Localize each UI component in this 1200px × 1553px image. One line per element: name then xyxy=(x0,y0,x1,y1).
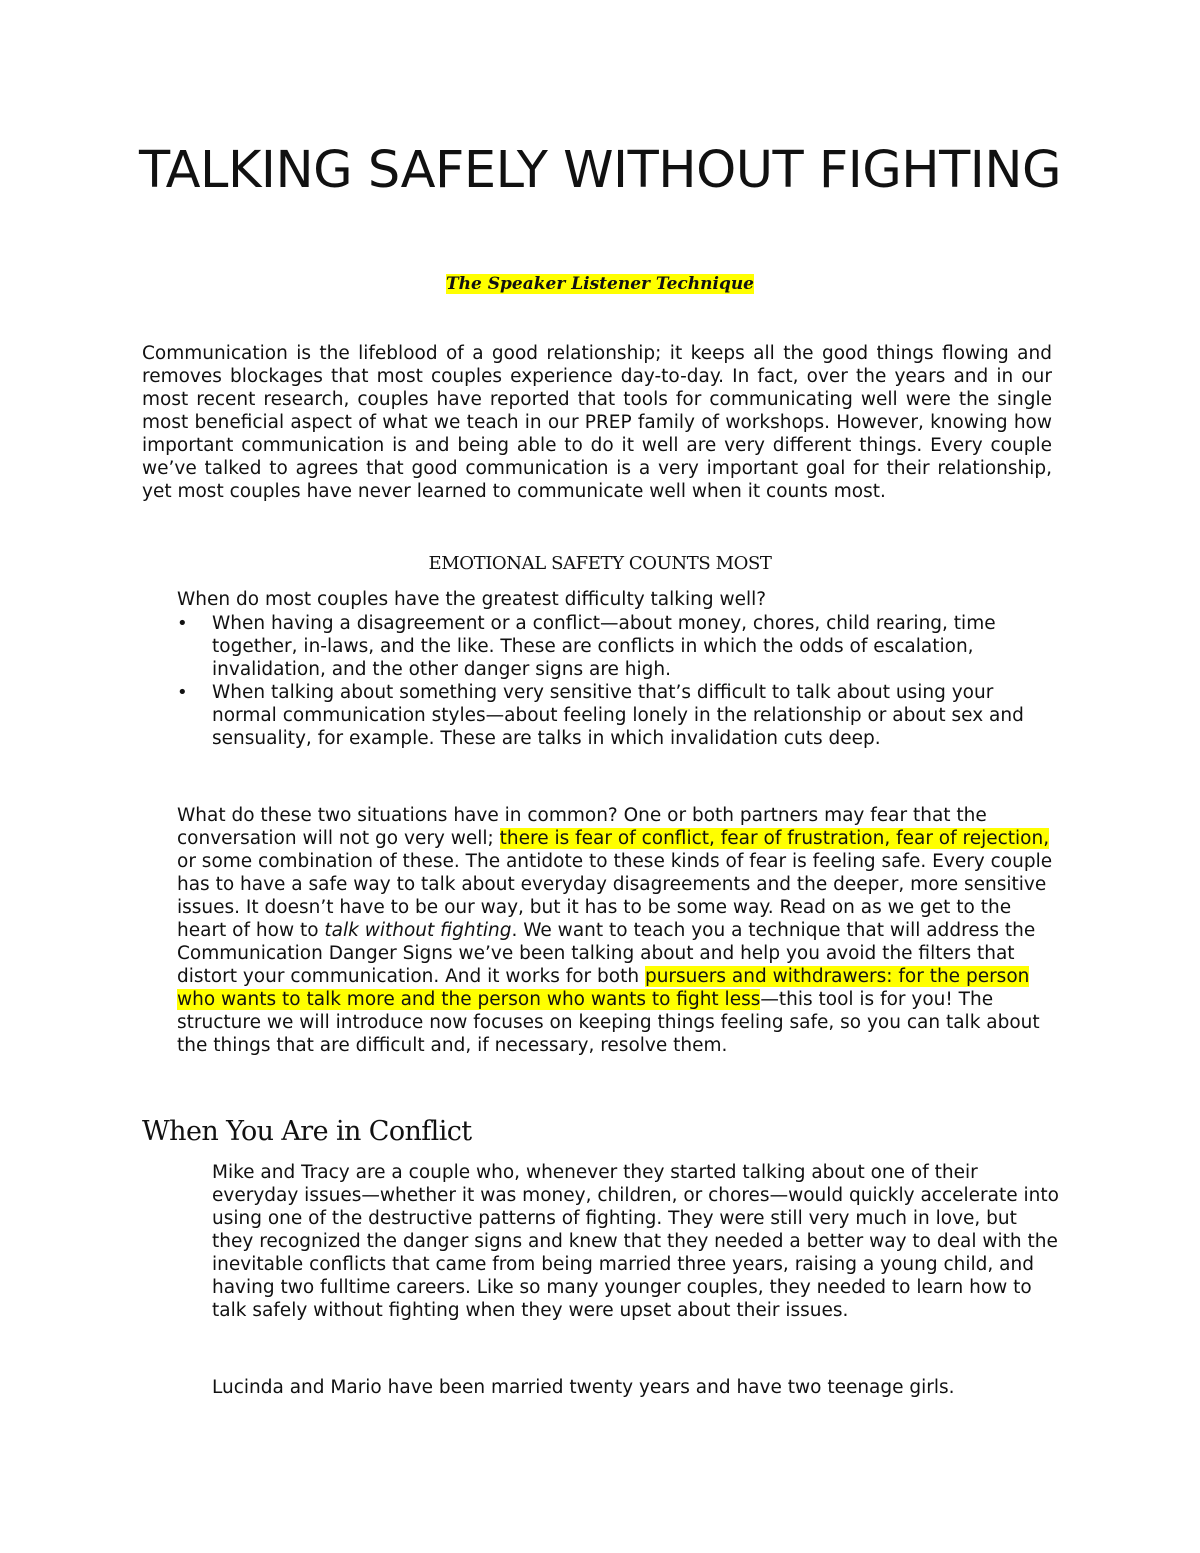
bullet-icon: • xyxy=(177,682,188,703)
document-title: TALKING SAFELY WITHOUT FIGHTING xyxy=(138,141,1062,200)
bullet-list xyxy=(177,612,1057,750)
story-paragraph-lucinda-mario: Lucinda and Mario have been married twenty years and have two teenage girls. xyxy=(212,1377,955,1398)
section-heading-emotional-safety: EMOTIONAL SAFETY COUNTS MOST xyxy=(428,553,772,574)
common-text-part3: . We want to teach you a technique that will address the Communication Danger Signs we’ve been talking about and help you avoid the filters that distort your communication. And it works for both xyxy=(177,920,1036,987)
italic-talk-without-fighting: talk without fighting xyxy=(324,920,512,941)
common-situations-paragraph xyxy=(177,804,1062,1057)
document-subtitle xyxy=(100,272,1100,296)
bullet-icon: • xyxy=(177,613,188,634)
common-text-part4: —this tool is for you! The structure we will introduce now focuses on keeping things feeling safe, so you can talk about the things that are difficult and, if necessary, resolve them. xyxy=(177,989,1040,1056)
common-text-part2: or some combination of these. The antidote to these kinds of fear is feeling safe. Every couple has to have a safe way to talk about everyday disagreements and the deeper, more sensitive issues. It doesn’t have to be our way, but it has to be some way. Read on as we get to the heart of how to xyxy=(177,851,1053,941)
subtitle-highlight: The Speaker Listener Technique xyxy=(445,274,755,294)
intro-paragraph: Communication is the lifeblood of a good relationship; it keeps all the good things flowing and removes blockages that most couples experience day-to-day. In fact, over the years and in our most recent research, couples have reported that tools for communicating well were the single most beneficial aspect of what we teach in our PREP family of workshops. However, knowing how important communication is and being able to do it well are very different things. Every couple we’ve talked to agrees that good communication is a very important goal for their relationship, yet most couples have never learned to communicate well when it counts most. xyxy=(142,343,1052,502)
list-item-text: When talking about something very sensitive that’s difficult to talk about using your normal communication styles—about feeling lonely in the relationship or about sex and sensuality, for example. These are talks in which invalidation cuts deep. xyxy=(212,682,1024,749)
section-heading-conflict: When You Are in Conflict xyxy=(142,1116,472,1147)
list-item xyxy=(177,681,1057,750)
highlighted-fear-text: there is fear of conflict, fear of frustration, fear of rejection, xyxy=(499,828,1050,849)
story-paragraph-mike-tracy: Mike and Tracy are a couple who, whenever they started talking about one of their everyday issues—whether it was money, children, or chores—would quickly accelerate into using one of the destructive patterns of fighting. They were still very much in love, but they recognized the danger signs and knew that they needed a better way to deal with the inevitable conflicts that came from being married three years, raising a young child, and having two fulltime careers. Like so many younger couples, they needed to learn how to talk safely without fighting when they were upset about their issues. xyxy=(212,1162,1059,1321)
list-item-text: When having a disagreement or a conflict—about money, chores, child rearing, time together, in-laws, and the like. These are conflicts in which the odds of escalation, invalidation, and the other danger signs are high. xyxy=(212,613,996,680)
list-item xyxy=(177,612,1057,681)
question-paragraph: When do most couples have the greatest difficulty talking well? xyxy=(177,589,767,610)
highlighted-pursuers-text: pursuers and withdrawers: for the person who wants to talk more and the person who wants to fight less xyxy=(177,966,1030,1010)
common-text-part1: What do these two situations have in common? One or both partners may fear that the conversation will not go very well; xyxy=(177,805,987,849)
